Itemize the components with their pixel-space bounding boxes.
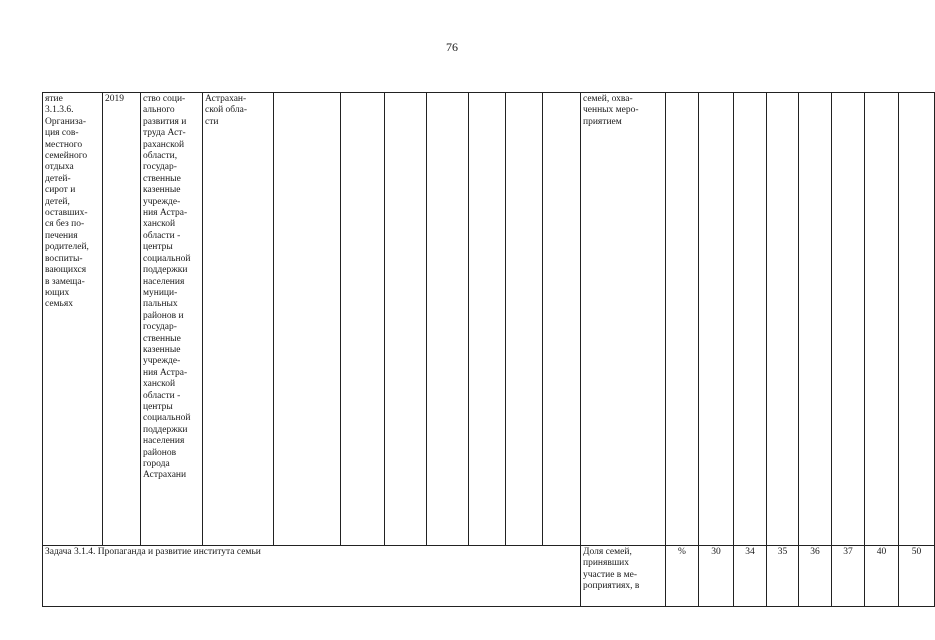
year-cell: 2019 — [103, 93, 141, 546]
empty-cell — [543, 93, 581, 546]
empty-cell — [799, 93, 832, 546]
empty-cell — [506, 93, 543, 546]
indicator-cell: Доля семей, принявших участие в ме- роприятиях, в — [581, 546, 666, 607]
measure-cell: ятие 3.1.3.6. Организа- ция сов- местного семейного отдыха детей- сирот и детей, оставших- ся без по- печения родителей, воспиты- вающихся в замеща- ющих семьях — [43, 93, 103, 546]
value-cell: 34 — [734, 546, 767, 607]
empty-cell — [832, 93, 865, 546]
empty-cell — [899, 93, 935, 546]
indicator-cell: семей, охва- ченных меро- приятием — [581, 93, 666, 546]
unit-cell: % — [666, 546, 699, 607]
empty-cell — [699, 93, 734, 546]
empty-cell — [865, 93, 899, 546]
value-cell: 35 — [767, 546, 799, 607]
value-cell: 36 — [799, 546, 832, 607]
empty-cell — [385, 93, 427, 546]
empty-cell — [666, 93, 699, 546]
task-cell: Задача 3.1.4. Пропаганда и развитие института семьи — [43, 546, 581, 607]
value-cell: 50 — [899, 546, 935, 607]
empty-cell — [341, 93, 385, 546]
empty-cell — [274, 93, 341, 546]
page-number: 76 — [446, 40, 458, 54]
executor-cell: ство соци- ального развития и труда Аст- раханской области, государ- ственные казенные учрежде- ния Астра- ханской области - центры социальной поддержки населения муници- пальных районов и государ- ственные казенные учрежде- ния Астра- ханской области - центры социальной поддержки населения районов города Астрахани — [141, 93, 203, 546]
table-row — [43, 93, 935, 546]
value-cell: 37 — [832, 546, 865, 607]
empty-cell — [427, 93, 469, 546]
empty-cell — [469, 93, 506, 546]
program-table — [42, 92, 935, 607]
empty-cell — [767, 93, 799, 546]
table-row — [43, 546, 935, 607]
funding-source-cell: Астрахан- ской обла- сти — [203, 93, 274, 546]
value-cell: 40 — [865, 546, 899, 607]
empty-cell — [734, 93, 767, 546]
value-cell: 30 — [699, 546, 734, 607]
